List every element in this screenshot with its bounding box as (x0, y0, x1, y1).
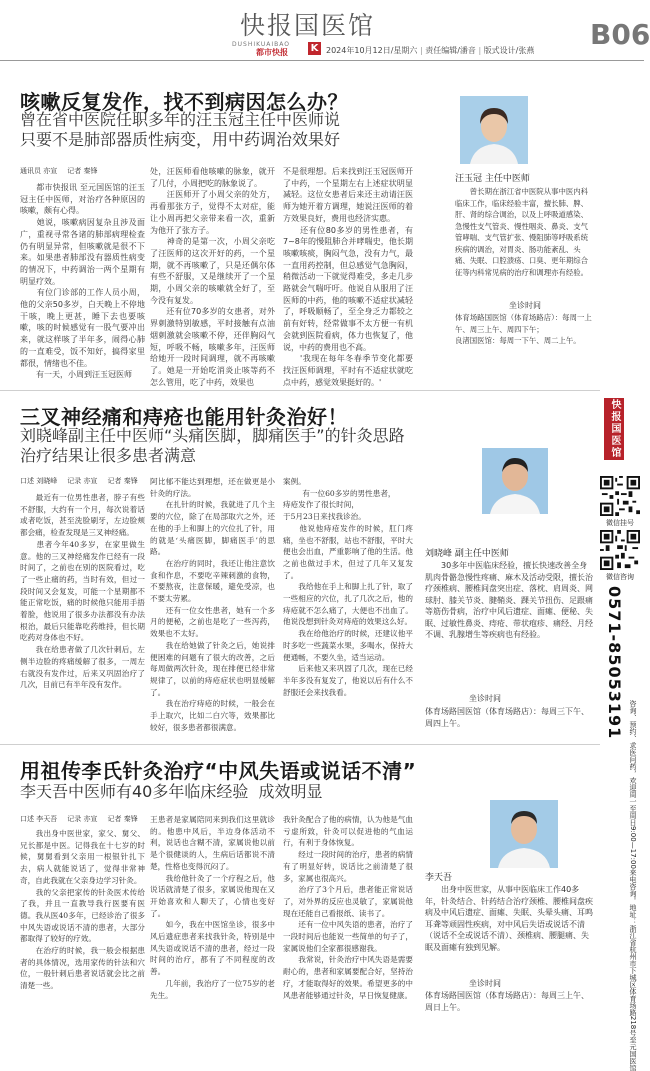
doctor1-bio: 曾长期在浙江省中医院从事中医内科临床工作，临床经验丰富，擅长肺、脾、肝、肾的综合调治，以及上呼吸道感染、急慢性支气管炎、慢性咽炎、鼻炎、支气管哮喘、支气管扩张、慢阻肺等呼吸系统疾病的调治，对胃炎、肠功能紊乱、头痛、失眠、口腔溃疡、口臭、更年期综合征等内科常见病的治疗和调理亦有经验。 (455, 187, 589, 277)
qr-code-icon (600, 476, 640, 516)
article1-col1: 都市快报讯 至元国医馆的汪玉冠主任中医师，对治疗各种原因的咳嗽，颇有心得。 她说，咳嗽病因复杂且涉及面广，重视寻常各诸的肺部病理检查仍有明显异常，但咳嗽就是很不下来。如果患者肺部没有器质性病变的情况下，中药调治一两个星期有明显疗效。 有位门诊部的工作人员小周，他的父亲50多岁，白天晚上不停地干咳，晚上更甚，睡下去也要咳嗽，咳的时候感觉有一股气要冲出来，就这样咳了半年多，闹得心肺的一直难受，饭不知好，搞得家里都很，情绪也不佳。 有一天，小周到汪玉冠医师 (20, 183, 145, 380)
doctor3-bio: 出身中医世家，从事中医临床工作40多年，针灸结合、针药结合治疗颈椎、腰椎间盘疾病及中风后遗症、面瘫、失眠、头晕头痛、耳鸣耳聋等顽固性疾病，对中风后失语或说话不清（说话不全或说话不清）、颈椎病、腰腿痛、失眠及面瘫有独到见解。 (425, 885, 593, 952)
article1-subhead: 曾在省中医院任职多年的汪玉冠主任中医师说 只要不是肺部器质性病变，用中药调治效果好 (20, 110, 341, 149)
article1-col2: 处，汪医师看他咳嗽的脉象，就开了几付，小周把吃的脉象说了。 汪医师开了小周父亲的处方，再看那张方子，觉得不太对症，能让小周再把父亲带来看一次，重新为他开了张方子。 神奇的是第一次，小周父亲吃了汪医师的这次开好的药，一个星期，就不再咳嗽了，只是还偶尔体有些不舒服，又是继续开了一个星期，小周父亲的咳嗽就全好了，至今没有复发。 还有位70多岁的女患者，对外界刺激特别敏感，平时接触有点油烟刺激就会咳嗽不停，还伴胸闷气短，呼吸不畅，咳嗽多年，汪医师给她开一段时间调理，就不再咳嗽了。她是一开始吃消炎止咳等药不怎么管用，吃了中药，效果也 (150, 167, 275, 387)
doctor2-schedule-label: 坐诊时间 (469, 694, 501, 703)
doctor-portrait-icon (482, 448, 548, 514)
byline-item: 记者 秦锋 (67, 167, 98, 175)
issue-info (326, 45, 534, 56)
doctor3-photo (490, 800, 558, 868)
article3-col1: 我出身中医世家，家父、舅父、兄长都是中医。记得我在十七岁的时候，舅舅看到父亲用一根银针扎下去，病人就能说话了，觉得非常神奇，自此我就在父亲身边学习针灸。 我的父亲把家传的针灸医术传给了我，并且一直教导我行医要有医德。我从医40多年，已经诊治了很多中风失语或说话不清的患者，大部分都取得了较好的疗效。 在治疗的时候，我一般会根据患者的具体情况，选用家传的针法和穴位，一般针刺后患者说话就会比之前清楚一些。 (20, 829, 145, 991)
section-title: 快报国医馆 (240, 11, 376, 40)
doctor3-schedule-label: 坐诊时间 (469, 979, 501, 988)
wechat-consult-qr[interactable] (600, 530, 640, 570)
doctor1-photo (460, 96, 528, 164)
issue-designer: | 版式设计/张燕 (476, 46, 534, 55)
issue-date: 2024年10月12日/星期六 (326, 46, 418, 55)
article2-subhead: 刘晓峰副主任中医师“头痛医脚，脚痛医手”的针灸思路 治疗结果让很多患者满意 (20, 426, 405, 465)
article3-byline (20, 814, 148, 824)
doctor2-bio: 30多年中医临床经验，擅长快速改善全身肌肉骨骼急慢性疼痛、麻木及活动受限，擅长治疗颈椎病、腰椎间盘突出症、落枕、肩周炎、网球肘、膝关节炎、腱鞘炎、踝关节扭伤、足跟痛等筋伤骨病，治疗中风后遗症、面瘫、便秘、失眠、过敏性鼻炎、痔疮、带状疱疹、痛经、月经不调、乳腺增生等疾病也有经验。 (425, 561, 593, 639)
rail-section-tag: 快报国医馆 (604, 398, 624, 460)
consult-note: 咨询、预约、求医问药，欢迎周一至周日9:00—17:00来电咨询。地址：浙江省杭州市下城区体育场路218号至元国医馆 (629, 700, 637, 1071)
wechat-register-qr[interactable] (600, 476, 640, 516)
article2-col3: 案例。 有一位60多岁的男性患者， 痔疮发作了很长时间， 于5月23日来找我诊治。 他说他痔疮发作的时候，肛门疼痛，坐也不舒服，站也不舒服，平时大便也会出血，严重影响了他的生活。他之前也做过手术，但过了几年又复发了。 我给他在手上和脚上扎了针，取了一些相应的穴位，扎了几次之后，他的痔疮就不怎么痛了，大便也不出血了。他说没想到针灸对痔疮的效果这么好。 我在给他治疗的时候，还建议他平时多吃一些蔬菜水果，多喝水，保持大便通畅，不要久坐，适当运动。 后来他又来巩固了几次，现在已经半年多没有复发了，他说以后有什么不舒服还会来找我看。 (283, 477, 413, 697)
article2-col1: 最近有一位男性患者，脖子有些不舒服，大约有一个月，每次说着话或者吃饭，甚至洗脸刷牙，左边脸颊都会痛，检查发现是三叉神经痛。 患者今年40多岁，在家里做生意。他的三叉神经痛发作已经有一段时间了，之前也在别的医院看过，吃了一些止痛的药，当时有效，但过一段时间又会复发，可能一个星期都不能正常吃饭，痛的时候他只能用手捂着脸，他说用了很多办法都没有办法根治，最后只能靠吃药维持，但长期吃药对身体也不好。 我在给患者做了几次针刺后，左侧半边脸的疼痛缓解了很多，一周左右就没有发作过，后来又巩固治疗了几次，目前已有半年没有发作。 (20, 493, 145, 690)
doctor-portrait-icon (460, 96, 528, 164)
qr2-caption: 微信咨询 (606, 573, 634, 581)
article3-subhead: 李天吾中医师有40多年临床经验 成效明显 (20, 782, 323, 801)
doctor3-name: 李天吾 (425, 873, 453, 883)
qr1-caption: 微信挂号 (606, 519, 634, 527)
doctor1-schedule-label: 坐诊时间 (509, 301, 541, 310)
article3-col2: 王患者是家属陪同来到我们这里就诊的。他患中风后，半边身体活动不利，说话也含糊不清，家属说他以前是个很健谈的人，生病后话都说不清楚，性格也变得沉闷了。 我给他针灸了一个疗程之后，他说话就清楚了很多，家属说他现在又开始喜欢和人聊天了，心情也变好了。 如今，我在中医馆坐诊，很多中风后遗症患者来找我针灸，特别是中风失语或说话不清的患者，经过一段时间的治疗，都有了不同程度的改善。 几年前，我治疗了一位75岁的老先生。 (150, 815, 275, 1000)
brand-name: 都市快报 (256, 48, 288, 57)
doctor3-schedule: 体育场路国医馆（体育场路店）：每周三上午、周日上午。 (425, 991, 589, 1012)
article2-headline: 三叉神经痛和痔疮也能用针灸治好！ (20, 405, 348, 429)
article1-col3: 不是很理想。后来找到汪玉冠医师开了中药，一个星期左右上述症状明显减轻。这位女患者后来还主动请汪医师为她开着方调理，她说汪医师的着方效果良好，费用也经济实惠。 还有位80多岁的男性患者，有7~8年的慢阻肺合并哮喘史，他长期咳嗽咳痰，胸闷气急，没有力气，最一直用药控制，但总感觉气急胸闷，稍微活动一下就觉得难受，多走几步路就会气喘吁吁。他说自从服用了汪医师的中药，他的咳嗽不适症状减轻了，呼吸顺畅了，至全身乏力都较之前有好转，经常做事不太方便一有机会就到医院看病，体力也恢复了，他说，中药的费用也不高。 '我现在每年冬春季节变化都要找汪医师调理，平时有不适症状就吃点中药，感觉效果挺好的。' (283, 167, 413, 387)
byline-item: 口述 刘晓峰 (20, 477, 58, 485)
byline-item: 通讯员 亦宣 (20, 167, 58, 175)
brand-logo: K (308, 42, 321, 55)
qr-code-icon (600, 530, 640, 570)
byline-item: 口述 李天吾 (20, 815, 58, 823)
article2-byline (20, 476, 148, 486)
consult-phone: 0571-85053191 (605, 586, 624, 740)
doctor2-schedule: 体育场路国医馆（体育场路店）：每周三下午、周四上午。 (425, 707, 589, 728)
masthead-rule (0, 60, 644, 61)
page-number: B06 (590, 18, 650, 51)
doctor-portrait-icon (490, 800, 558, 868)
byline-item: 记者 秦锋 (107, 477, 138, 485)
issue-editor: | 责任编辑/潘音 (417, 46, 475, 55)
doctor2-name: 刘晓峰 副主任中医师 (425, 549, 509, 559)
doctor2-photo (482, 448, 548, 514)
byline-item: 记录 亦宣 (67, 815, 98, 823)
brand-pinyin: DUSHIKUAIBAO (232, 41, 290, 48)
article3-col3: 我针灸配合了他的病情，认为他是气血亏虚所致，针灸可以促进他的气血运行，有利于身体恢复。 经过一段时间的治疗，患者的病情有了明显好转，说话比之前清楚了很多，家属也很高兴。 治疗了3个月后，患者能正常说话了，对外界的反应也灵敏了，家属说他现在还能自己看报纸、读书了。 还有一位中风失语的患者，治疗了一段时间后也能说一些简单的句子了，家属说他们全家都很感谢我。 我常说，针灸治疗中风失语是需要耐心的，患者和家属要配合好，坚持治疗，才能取得好的效果。希望更多的中风患者能够通过针灸，早日恢复健康。 (283, 815, 413, 1000)
section-divider (0, 744, 600, 745)
doctor1-name: 汪玉冠 主任中医师 (455, 174, 530, 184)
article3-headline: 用祖传李氏针灸治疗“中风失语或说话不清” (20, 759, 417, 783)
article2-col2: 阿比郁不能达到理想，还在做更是小针灸的疗法。 在扎针的时候，我就进了几个主要的穴位，除了在局部取穴之外，还在他的手上和脚上的穴位扎了针，用的就是‘头痛医脚，脚痛医手’的思路。 在治疗的同时，我还让他注意饮食和作息，不要吃辛辣刺激的食物，不要熬夜，注意保暖，避免受凉，也不要太劳累。 还有一位女性患者，她有一个多月的便秘，之前也是吃了一些泻药，效果也不太好。 我在给她做了针灸之后，她说排便困难的问题有了很大的改善，之后每周做两次针灸，现在排便已经非常规律了，以前的痔疮症状也明显缓解了。 我在治疗痔疮的时候，一般会在手上取穴，比如二白穴等，效果都比较好，很多患者都很满意。 (150, 477, 275, 732)
article1-headline: 咳嗽反复发作，找不到病因怎么办？ (20, 90, 348, 114)
byline-item: 记录 亦宣 (67, 477, 98, 485)
section-divider (0, 390, 600, 391)
byline-item: 记者 秦锋 (107, 815, 138, 823)
doctor1-schedule: 体育场路国医馆（体育场路店）：每周一上午、周三上午、周四下午； 良渚国医馆：每周一下午、周二上午。 (455, 313, 592, 345)
article1-byline (20, 166, 107, 176)
